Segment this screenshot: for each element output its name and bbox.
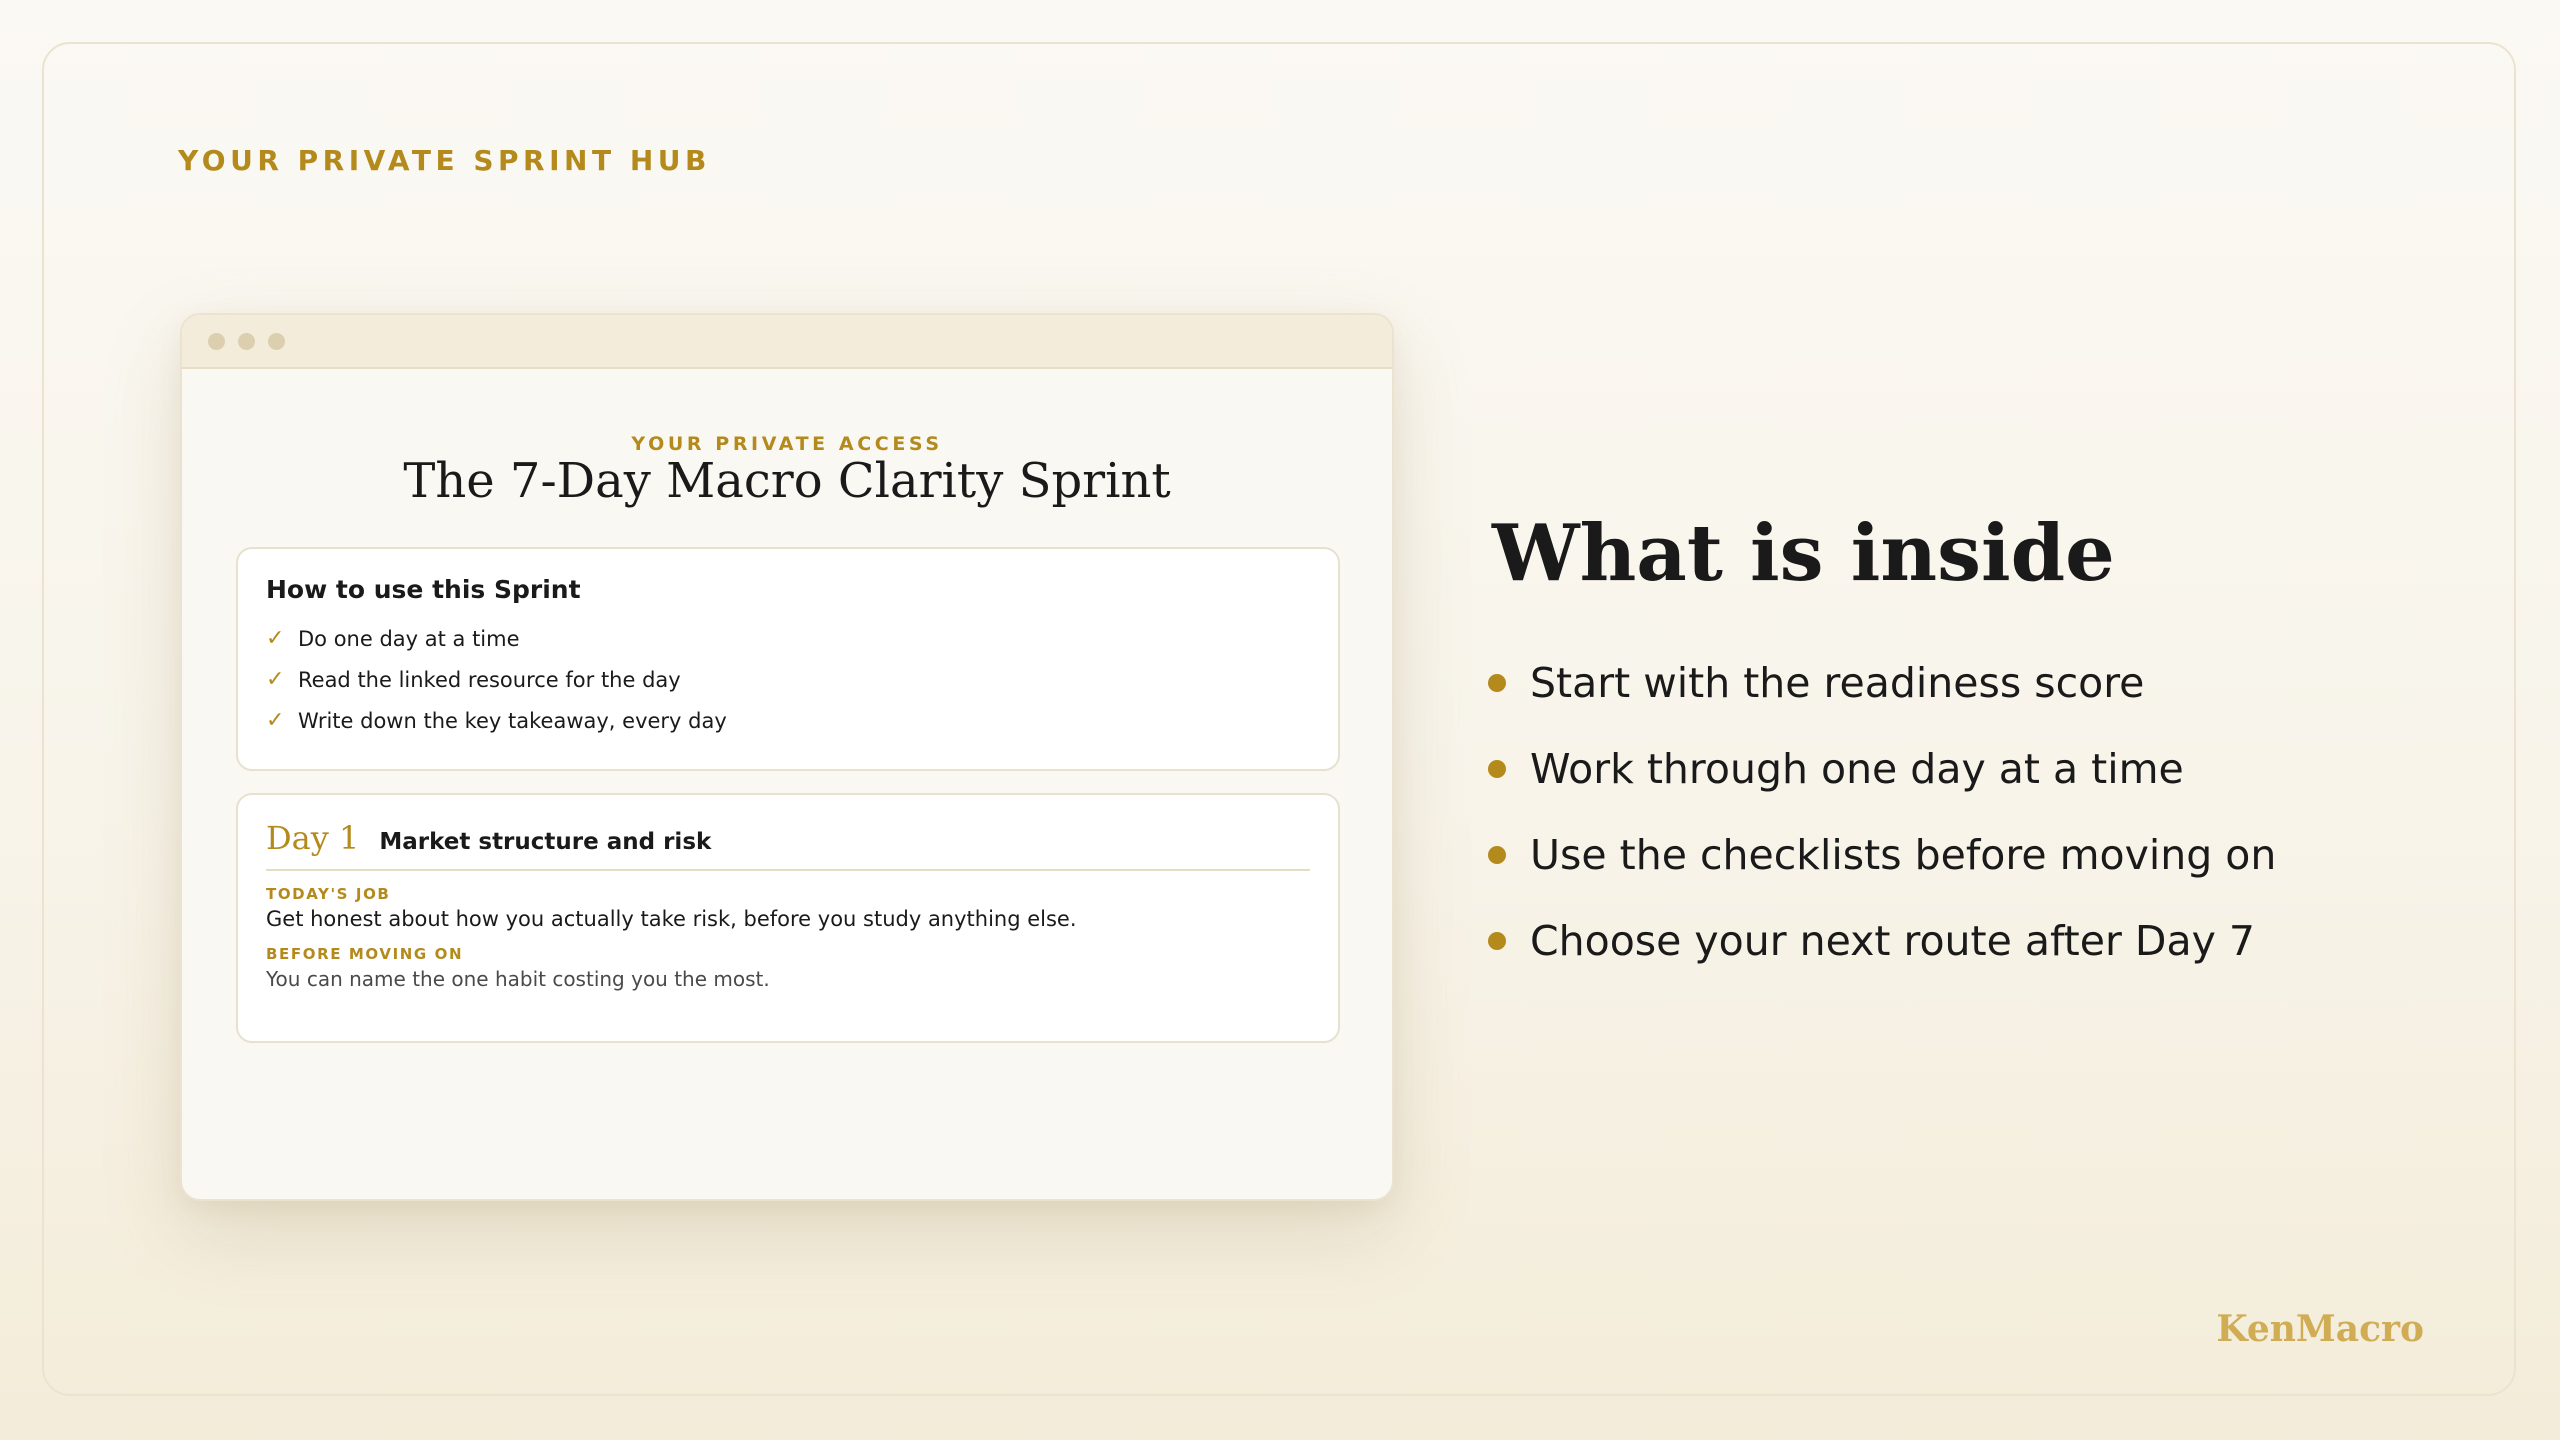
list-item bbox=[1488, 726, 2276, 812]
list-item bbox=[266, 659, 1310, 700]
list-item bbox=[266, 618, 1310, 659]
bullet-dot-icon bbox=[1488, 932, 1506, 950]
before-moving-on-label: BEFORE MOVING ON bbox=[266, 945, 464, 963]
brand-logo: KenMacro bbox=[2216, 1308, 2424, 1350]
window-dot-icon bbox=[238, 333, 255, 350]
check-icon: ✓ bbox=[266, 667, 285, 692]
list-item bbox=[266, 700, 1310, 741]
hub-eyebrow: YOUR PRIVATE SPRINT HUB bbox=[178, 144, 711, 177]
list-item bbox=[1488, 812, 2276, 898]
browser-mockup bbox=[180, 313, 1394, 1201]
day-topic: Market structure and risk bbox=[379, 829, 712, 855]
bullet-dot-icon bbox=[1488, 846, 1506, 864]
list-item-label: Choose your next route after Day 7 bbox=[1530, 917, 2255, 965]
day-card bbox=[236, 793, 1340, 1043]
check-icon: ✓ bbox=[266, 708, 285, 733]
how-to-card bbox=[236, 547, 1340, 771]
window-dot-icon bbox=[208, 333, 225, 350]
list-item bbox=[1488, 898, 2276, 984]
day-header bbox=[266, 819, 1310, 871]
inside-list bbox=[1488, 640, 2276, 984]
list-item bbox=[1488, 640, 2276, 726]
how-to-list bbox=[266, 618, 1310, 741]
list-item-label: Use the checklists before moving on bbox=[1530, 831, 2277, 879]
todays-job-label: TODAY'S JOB bbox=[266, 885, 391, 903]
day-label: Day 1 bbox=[266, 819, 360, 857]
sprint-title: The 7-Day Macro Clarity Sprint bbox=[403, 453, 1171, 509]
list-item-label: Work through one day at a time bbox=[1530, 745, 2184, 793]
check-icon: ✓ bbox=[266, 626, 285, 651]
todays-job-text: Get honest about how you actually take risk, before you study anything else. bbox=[266, 907, 1077, 931]
list-item-label: Write down the key takeaway, every day bbox=[298, 708, 727, 733]
bullet-dot-icon bbox=[1488, 760, 1506, 778]
access-eyebrow: YOUR PRIVATE ACCESS bbox=[631, 433, 943, 455]
before-moving-on-text: You can name the one habit costing you the most. bbox=[266, 967, 770, 991]
how-to-title: How to use this Sprint bbox=[266, 575, 581, 604]
window-dot-icon bbox=[268, 333, 285, 350]
browser-title-bar bbox=[182, 315, 1392, 369]
browser-content bbox=[182, 369, 1392, 1199]
list-item-label: Do one day at a time bbox=[298, 626, 520, 651]
list-item-label: Read the linked resource for the day bbox=[298, 667, 681, 692]
list-item-label: Start with the readiness score bbox=[1530, 659, 2145, 707]
bullet-dot-icon bbox=[1488, 674, 1506, 692]
inside-title: What is inside bbox=[1492, 508, 2115, 599]
